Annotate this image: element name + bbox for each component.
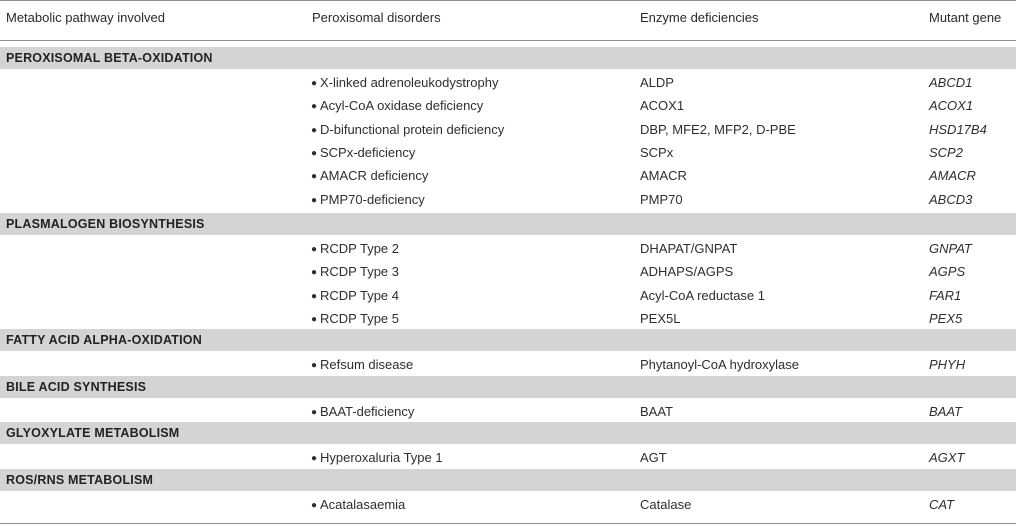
gene-cell: ABCD1 (929, 75, 973, 90)
gene-cell: BAAT (929, 404, 962, 419)
enzyme-cell: Catalase (640, 497, 692, 512)
disorder-cell: RCDP Type 2 (320, 241, 400, 256)
gene-cell: HSD17B4 (929, 121, 987, 137)
bullet-icon: ● (311, 147, 318, 159)
gene-cell: ACOX1 (929, 98, 974, 114)
enzyme-cell: ADHAPS/AGPS (640, 264, 734, 280)
table-row (0, 94, 1016, 117)
section-header (0, 422, 1016, 444)
gene-cell: SCP2 (929, 144, 963, 160)
disorder-cell: PMP70-deficiency (320, 191, 425, 207)
gene-cell: PHYH (929, 357, 966, 372)
enzyme-cell: DBP, MFE2, MFP2, D-PBE (640, 121, 796, 137)
table-row (0, 164, 1016, 187)
section-title: ROS/RNS METABOLISM (6, 473, 154, 487)
gene-cell: GNPAT (929, 241, 972, 256)
bullet-icon: ● (311, 124, 318, 136)
disorder-cell: X-linked adrenoleukodystrophy (320, 75, 499, 90)
table-row (0, 493, 1016, 516)
table-row (0, 237, 1016, 260)
section-header (0, 469, 1016, 491)
disorder-cell: Acyl-CoA oxidase deficiency (320, 98, 484, 114)
bullet-icon: ● (311, 407, 318, 418)
bullet-icon: ● (311, 244, 318, 255)
table-row (0, 141, 1016, 164)
bullet-icon: ● (311, 453, 318, 464)
header-gene: Mutant gene (929, 10, 1002, 25)
gene-cell: CAT (929, 497, 955, 512)
gene-cell: ABCD3 (929, 191, 973, 207)
enzyme-cell: SCPx (640, 144, 674, 160)
header-disorders: Peroxisomal disorders (312, 10, 441, 25)
bullet-icon: ● (311, 500, 318, 511)
gene-cell: AGPS (929, 264, 966, 280)
enzyme-cell: ACOX1 (640, 98, 685, 114)
disorder-cell: AMACR deficiency (320, 168, 429, 184)
enzyme-cell: AGT (640, 450, 667, 465)
section-title: FATTY ACID ALPHA-OXIDATION (6, 333, 202, 347)
enzyme-cell: Acyl-CoA reductase 1 (640, 287, 766, 303)
bullet-icon: ● (311, 101, 318, 113)
gene-cell: PEX5 (929, 310, 963, 326)
disorder-cell: RCDP Type 3 (320, 264, 400, 280)
section-title: PEROXISOMAL BETA-OXIDATION (6, 51, 213, 65)
disorder-cell: Refsum disease (320, 357, 414, 372)
section-header (0, 329, 1016, 351)
table-row (0, 188, 1016, 211)
header-enzymes: Enzyme deficiencies (640, 10, 759, 25)
section-title: PLASMALOGEN BIOSYNTHESIS (6, 217, 205, 231)
gene-cell: FAR1 (929, 287, 962, 303)
enzyme-cell: DHAPAT/GNPAT (640, 241, 738, 256)
table-row (0, 284, 1016, 307)
top-rule (0, 0, 1016, 1)
disorder-cell: SCPx-deficiency (320, 144, 416, 160)
enzyme-cell: BAAT (640, 404, 673, 419)
section-header (0, 213, 1016, 235)
disorder-cell: RCDP Type 5 (320, 310, 400, 326)
header-rule (0, 40, 1016, 41)
section-title: BILE ACID SYNTHESIS (6, 380, 147, 394)
table-row (0, 260, 1016, 283)
bullet-icon: ● (311, 78, 318, 89)
table-row (0, 353, 1016, 376)
disorder-cell: RCDP Type 4 (320, 287, 400, 303)
section-header (0, 376, 1016, 398)
table-header (0, 0, 1016, 40)
bullet-icon: ● (311, 267, 318, 279)
disorder-cell: Hyperoxaluria Type 1 (320, 450, 443, 465)
enzyme-cell: PEX5L (640, 310, 681, 326)
section-title: GLYOXYLATE METABOLISM (6, 426, 180, 440)
bottom-rule (0, 523, 1016, 524)
disorder-cell: Acatalasaemia (320, 497, 406, 512)
table-row (0, 400, 1016, 423)
gene-cell: AMACR (929, 168, 976, 184)
section-header (0, 47, 1016, 69)
bullet-icon: ● (311, 171, 318, 183)
table-row (0, 118, 1016, 141)
enzyme-cell: ALDP (640, 75, 674, 90)
header-pathway: Metabolic pathway involved (6, 10, 165, 25)
enzyme-cell: Phytanoyl-CoA hydroxylase (640, 357, 799, 372)
bullet-icon: ● (311, 313, 318, 325)
enzyme-cell: AMACR (640, 168, 687, 184)
gene-cell: AGXT (929, 450, 965, 465)
bullet-icon: ● (311, 290, 318, 302)
disorder-cell: BAAT-deficiency (320, 404, 415, 419)
bullet-icon: ● (311, 360, 318, 371)
disorder-cell: D-bifunctional protein deficiency (320, 121, 505, 137)
bullet-icon: ● (311, 194, 318, 206)
table-row (0, 71, 1016, 94)
table-row (0, 307, 1016, 330)
enzyme-cell: PMP70 (640, 191, 683, 207)
table-row (0, 446, 1016, 469)
